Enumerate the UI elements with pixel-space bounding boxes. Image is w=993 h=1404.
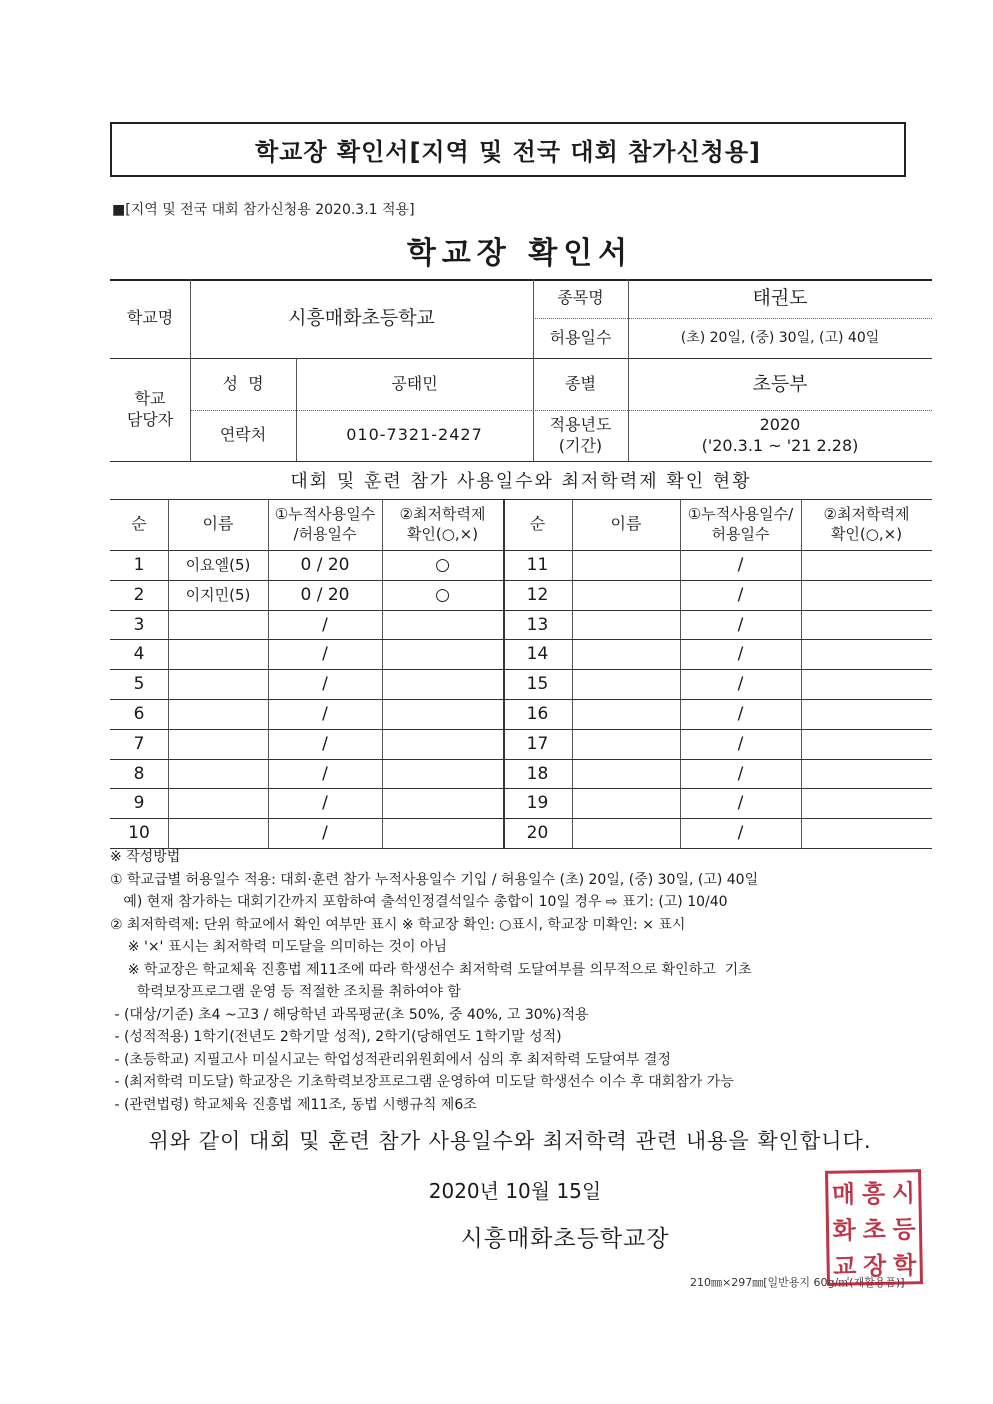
table-cell-days: / xyxy=(737,555,744,575)
instruction-line: - (대상/기준) 초4 ~고3 / 해당학년 과목평균(초 50%, 중 40%, 고 30%)적용 xyxy=(110,1006,589,1023)
table-cell-no: 7 xyxy=(133,733,145,754)
school-name: 시흥매화초등학교 xyxy=(288,307,435,330)
table-cell-check xyxy=(382,611,503,639)
table-cell-days: / xyxy=(322,614,328,635)
manager-name: 공태민 xyxy=(391,373,438,393)
info-bottom-border xyxy=(110,461,932,462)
sport-label: 종목명 xyxy=(557,288,604,308)
table-cell-check: ○ xyxy=(435,555,450,575)
school-label: 학교명 xyxy=(126,308,174,328)
table-cell-days: / xyxy=(322,704,328,724)
table-cell-days: / xyxy=(737,644,744,665)
table-cell-days: / xyxy=(737,674,744,695)
table-cell-name xyxy=(168,700,268,728)
table-cell-check xyxy=(382,760,503,788)
form-title-box xyxy=(110,122,906,177)
table-cell-check xyxy=(801,551,932,579)
col-check-header-right: ②최저학력제 확인(○,×) xyxy=(823,505,910,543)
table-cell-no: 12 xyxy=(526,584,549,605)
table-cell-check xyxy=(801,700,932,728)
table-cell-days: / xyxy=(322,644,328,665)
col-name-header: 이름 xyxy=(202,514,234,534)
col-no-header-right: 순 xyxy=(529,514,546,534)
table-cell-check xyxy=(382,730,503,758)
col-days-header-right: ①누적사용일수/ 허용일수 xyxy=(687,505,794,543)
table-cell-check xyxy=(382,789,503,817)
table-cell-days: / xyxy=(737,614,744,635)
table-cell-no: 2 xyxy=(133,584,145,605)
col-days-header: ①누적사용일수 /허용일수 xyxy=(274,505,376,543)
table-cell-no: 13 xyxy=(526,614,549,635)
table-cell-name xyxy=(572,700,680,728)
table-cell-check xyxy=(801,819,932,847)
table-cell-no: 3 xyxy=(133,614,145,635)
seal-character: 초 xyxy=(862,1215,886,1245)
table-cell-check xyxy=(801,670,932,698)
table-cell-name xyxy=(572,640,680,668)
seal-character: 등 xyxy=(892,1215,916,1244)
table-cell-days: / xyxy=(322,674,328,695)
table-cell-check xyxy=(801,760,932,788)
form-title: 학교장 확인서[지역 및 전국 대회 참가신청용] xyxy=(254,138,762,166)
instruction-line: - (최저학력 미도달) 학교장은 기초학력보장프로그램 운영하여 미도달 학생선수 이수 후 대회참가 가능 xyxy=(110,1074,734,1090)
table-cell-name xyxy=(572,551,680,579)
col-no-header: 순 xyxy=(131,514,147,534)
table-cell-days: 0 / 20 xyxy=(300,584,350,605)
principal-signature: 시흥매화초등학교장 xyxy=(460,1226,670,1252)
table-cell-days: / xyxy=(737,763,744,784)
table-cell-no: 6 xyxy=(133,704,145,724)
table-cell-no: 9 xyxy=(133,793,145,814)
table-cell-check xyxy=(382,640,503,668)
seal-character: 흥 xyxy=(861,1179,886,1208)
table-cell-name xyxy=(168,730,268,758)
writing-instructions xyxy=(110,846,940,1116)
table-cell-name: 이요엘(5) xyxy=(185,556,251,574)
instruction-line: ① 학교급별 허용일수 적용: 대회·훈련 참가 누적사용일수 기입 / 허용일수 (초) 20일, (중) 30일, (고) 40일 xyxy=(110,871,759,888)
table-cell-days: / xyxy=(737,704,744,724)
table-cell-check xyxy=(382,700,503,728)
usage-section-title: 대회 및 훈련 참가 사용일수와 최저학력제 확인 현황 xyxy=(290,471,752,492)
instruction-line: - (초등학교) 지필고사 미실시교는 학업성적관리위원회에서 심의 후 최저학력 도달여부 결정 xyxy=(110,1051,671,1068)
table-cell-name xyxy=(572,730,680,758)
table-cell-name xyxy=(168,789,268,817)
col-name-header-right: 이름 xyxy=(610,514,642,534)
table-cell-name xyxy=(572,789,680,817)
table-cell-check xyxy=(382,819,503,847)
document-title: 학교장 확인서 xyxy=(406,236,634,271)
instruction-line: 예) 현재 참가하는 대회기간까지 포함하여 출석인정결석일수 총합이 10일 경우 ⇨ 표기: (고) 10/40 xyxy=(110,894,728,910)
table-cell-name xyxy=(168,670,268,698)
instruction-line: - (성적적용) 1학기(전년도 2학기말 성적), 2학기(당해연도 1학기말 성적) xyxy=(110,1029,562,1045)
instruction-line: ※ '×' 표시는 최저학력 미도달을 의미하는 것이 아님 xyxy=(110,939,448,955)
table-cell-name xyxy=(168,640,268,668)
seal-character: 시 xyxy=(891,1178,916,1208)
confirmation-statement: 위와 같이 대회 및 훈련 참가 사용일수와 최저학력 관련 내용을 확인합니다. xyxy=(148,1129,872,1153)
table-cell-no: 19 xyxy=(526,793,549,814)
seal-character: 학 xyxy=(892,1251,917,1280)
table-cell-days: / xyxy=(322,793,328,814)
days-label: 허용일수 xyxy=(549,327,612,347)
table-cell-days: / xyxy=(322,763,328,784)
table-cell-days: / xyxy=(737,823,744,844)
table-cell-name xyxy=(168,611,268,639)
table-cell-days: / xyxy=(737,733,744,754)
table-cell-name xyxy=(168,760,268,788)
table-cell-check xyxy=(382,670,503,698)
table-cell-days: / xyxy=(737,584,744,605)
table-cell-name xyxy=(572,581,680,609)
instruction-line: ※ 작성방법 xyxy=(110,849,181,865)
col-check-header: ②최저학력제 확인(○,×) xyxy=(399,505,486,543)
table-cell-check xyxy=(801,730,932,758)
table-cell-no: 15 xyxy=(526,674,549,695)
table-cell-name xyxy=(572,670,680,698)
seal-character: 교 xyxy=(832,1252,857,1282)
days-value: (초) 20일, (중) 30일, (고) 40일 xyxy=(680,329,880,346)
table-cell-no: 18 xyxy=(526,763,549,784)
instruction-line: 학력보장프로그램 운영 등 적절한 조치를 취하여야 함 xyxy=(110,984,461,1000)
manager-label: 학교 담당자 xyxy=(126,388,174,429)
seal-character: 장 xyxy=(862,1252,887,1281)
table-cell-no: 14 xyxy=(526,644,549,665)
table-cell-days: 0 / 20 xyxy=(300,555,350,575)
table-cell-no: 8 xyxy=(133,763,145,784)
year-label: 적용년도 (기간) xyxy=(549,414,612,455)
table-cell-days: / xyxy=(737,793,744,814)
table-cell-check xyxy=(801,789,932,817)
name-label: 성 명 xyxy=(222,373,264,393)
school-seal-stamp xyxy=(825,1169,923,1286)
seal-character: 매 xyxy=(831,1179,856,1209)
table-cell-name: 이지민(5) xyxy=(185,585,251,604)
issue-date: 2020년 10월 15일 xyxy=(428,1179,602,1203)
table-cell-days: / xyxy=(322,733,328,754)
table-cell-no: 4 xyxy=(133,644,145,665)
form-subtitle: ■[지역 및 전국 대회 참가신청용 2020.3.1 적용] xyxy=(112,202,415,218)
type-value: 초등부 xyxy=(752,372,808,395)
table-cell-name xyxy=(572,611,680,639)
year-value: 2020 ('20.3.1 ~ '21 2.28) xyxy=(701,414,859,455)
table-cell-no: 16 xyxy=(526,704,549,724)
table-cell-name xyxy=(572,760,680,788)
contact-value: 010-7321-2427 xyxy=(346,425,483,445)
instruction-line: ※ 학교장은 학교체육 진흥법 제11조에 따라 학생선수 최저학력 도달여부를 의무적으로 확인하고 기초 xyxy=(110,961,752,978)
table-cell-name xyxy=(168,819,268,847)
table-cell-check xyxy=(801,640,932,668)
table-cell-no: 20 xyxy=(526,823,549,844)
instruction-line: - (관련법령) 학교체육 진흥법 제11조, 동법 시행규칙 제6조 xyxy=(110,1096,477,1113)
instruction-line: ② 최저학력제: 단위 학교에서 확인 여부만 표시 ※ 학교장 확인: ○표시, 학교장 미확인: × 표시 xyxy=(110,916,686,933)
table-cell-no: 1 xyxy=(133,555,145,575)
contact-label: 연락처 xyxy=(219,425,267,445)
paper-spec-footer: 210㎜×297㎜[일반용지 60g/㎡(재활용품)] xyxy=(690,1276,905,1289)
table-cell-name xyxy=(572,819,680,847)
table-cell-no: 10 xyxy=(128,823,150,844)
table-cell-check: ○ xyxy=(435,584,450,605)
table-cell-check xyxy=(801,581,932,609)
table-cell-no: 17 xyxy=(526,733,549,754)
seal-character: 화 xyxy=(832,1216,856,1245)
table-cell-days: / xyxy=(322,823,328,844)
table-cell-no: 5 xyxy=(133,674,145,695)
type-label: 종별 xyxy=(565,373,596,393)
sport-value: 태권도 xyxy=(752,287,808,310)
table-cell-check xyxy=(801,611,932,639)
table-cell-no: 11 xyxy=(526,555,549,575)
